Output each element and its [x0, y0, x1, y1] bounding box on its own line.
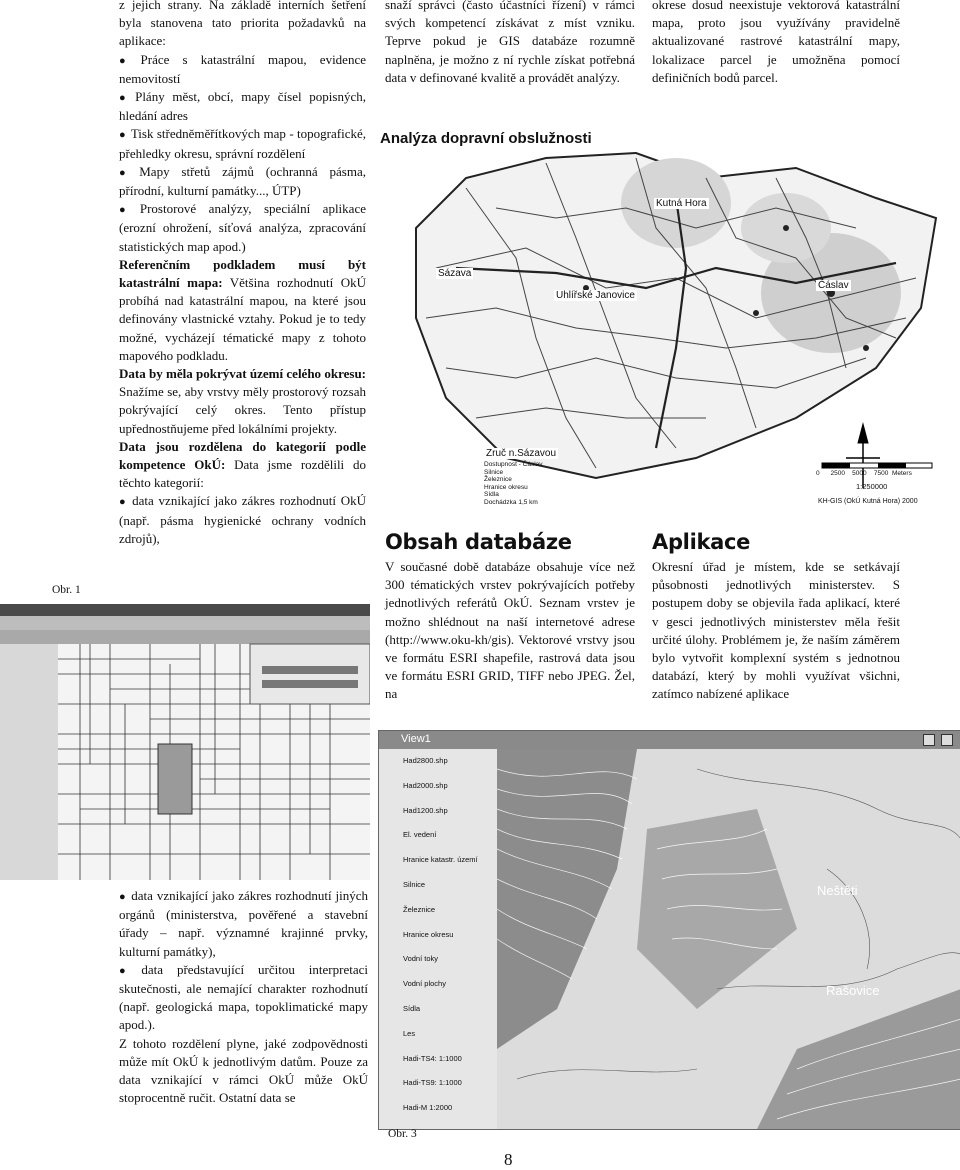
scale-tick: Meters: [891, 470, 912, 477]
layer-item: Vodní plochy: [403, 979, 446, 989]
scale-bar-ticks: [816, 470, 912, 477]
scale-tick: 2500: [830, 470, 845, 477]
bold-lead: Data jsou rozdělena do kategorií podle kompetence OkÚ:: [119, 438, 366, 473]
paragraph: z jejich strany. Na základě interních šetření byla stanovena tato priorita požadavků na aplikace:: [119, 0, 366, 49]
layer-item: Sídla: [403, 1003, 421, 1013]
legend-item: Dostupnost - Čáslav: [484, 461, 543, 468]
layer-item: Les: [403, 1028, 416, 1038]
scale-ratio: 1:250000: [856, 482, 888, 491]
layer-item: Had2800.shp: [403, 756, 448, 765]
layer-item: Hadi-M 1:2000: [403, 1103, 453, 1113]
layer-item: Had2000.shp: [403, 780, 448, 790]
layer-item: Hranice okresu: [403, 929, 454, 939]
place-label: Neštěti: [817, 883, 858, 898]
layer-item: Hadi-TS9: 1:1000: [403, 1078, 462, 1088]
scale-tick: 5000: [852, 470, 867, 477]
window-title: View1: [401, 733, 431, 745]
figure-3-arcview-window: [378, 730, 960, 1130]
column-3-top-text: [652, 0, 900, 87]
list-item: ● Práce s katastrální mapou, evidence nemovitostí: [119, 51, 366, 88]
town-label: Uhlířské Janovice: [556, 290, 635, 301]
layer-item: Vodní toky: [403, 954, 439, 964]
paragraph-text: Data jsme rozdělili do těchto kategorií:: [119, 457, 366, 491]
road-network-map: [376, 118, 944, 514]
column-1-text: [119, 0, 366, 548]
town-label: Sázava: [438, 268, 472, 279]
list-item: ● Prostorové analýzy, speciální aplikace (erozní ohrožení, síťová analýza, zpracování statistických map apod.): [119, 200, 366, 256]
section-obsah-text: [385, 558, 635, 704]
legend-item: Silnice: [484, 468, 504, 476]
layer-item: Železnice: [403, 904, 436, 914]
list-item: ● data vznikající jako zákres rozhodnutí OkÚ (např. pásma hygienické ochrany vodních zdrojů),: [119, 492, 366, 548]
paragraph: snaží správci (často účastníci řízení) v rámci svých kompetencí získávat z míst vzniku. Teprve pokud je GIS databáze rozumně naplněna, je možno z ní rychle získat potřebná data v definované kvalitě a provádět analýzy.: [385, 0, 635, 85]
town-label: Zruč n.Sázavou: [486, 448, 557, 459]
section-aplikace-text: [652, 558, 900, 704]
column-1b-text: [119, 887, 368, 1107]
figure-1-label: Obr. 1: [52, 584, 81, 596]
section-heading-obsah: Obsah databáze: [385, 530, 572, 554]
paragraph-text: Většina rozhodnutí OkÚ probíhá nad katastrální mapou, na které jsou definovány vlastnické vztahy. Pokud je to tedy možné, vycházejí tématické mapy z tohoto mapového podkladu.: [119, 275, 367, 363]
scale-tick: 7500: [873, 470, 889, 477]
list-item: ● Mapy střetů zájmů (ochranná pásma, přírodní, kulturní památky..., ÚTP): [119, 163, 366, 200]
list-item: ● data představující určitou interpretaci skutečnosti, ale nemající charakter rozhodnutí (např. geologická mapa, topoklimatické mapy apod.).: [119, 961, 368, 1035]
list-item: ● Plány měst, obcí, mapy čísel popisných, hledání adres: [119, 88, 366, 125]
paragraph: Okresní úřad je místem, kde se setkávají působnosti jednotlivých ministerstev. S postupem doby se objevila řada aplikací, které v gesci jednotlivých ministerstev měla řešit určité úlohy. Problémem je, že naším záměrem bylo vytvořit komplexní systém s jednotnou databází, který by mohli využívat všichni, zatímco nabízené aplikace: [652, 559, 900, 702]
page-number: 8: [504, 1150, 513, 1169]
map-credit: KH-GIS (OkÚ Kutná Hora) 2000: [818, 498, 918, 505]
paragraph: okrese dosud neexistuje vektorová katastrální mapa, proto jsou využívány pravidelně aktualizované rastrové katastrální mapy, lokalizace parcel je umožněna pomocí definičních bodů parcel.: [652, 0, 900, 85]
column-2-top-text: [385, 0, 635, 87]
map-legend: [484, 461, 543, 507]
layer-item: Had1200.shp: [403, 805, 448, 815]
figure-3-label: Obr. 3: [388, 1128, 417, 1140]
figure-2-accessibility-map: [376, 118, 944, 514]
bold-lead: Referenčním podkladem musí být katastrální mapa:: [119, 256, 366, 291]
legend-item: Sídla: [484, 491, 499, 499]
legend-item: Dochádzka 1,5 km: [484, 498, 538, 506]
layer-item: Hadi-TS4: 1:1000: [403, 1053, 462, 1063]
paragraph: [119, 256, 366, 365]
figure-1-cadastral-screenshot: [0, 604, 370, 880]
cadastral-map-image: [0, 604, 370, 880]
bold-lead: Data by měla pokrývat území celého okresu:: [119, 366, 366, 382]
layer-item: Silnice: [403, 879, 426, 889]
figure-2-title: Analýza dopravní obslužnosti: [380, 130, 592, 147]
layer-item: Hranice katastr. území: [403, 855, 478, 865]
layer-item: El. vedení: [403, 830, 437, 840]
paragraph: [119, 438, 366, 493]
list-item: ● data vznikající jako zákres rozhodnutí jiných orgánů (ministerstva, pověřené a stavební úřady – např. významné krajinné prvky, kulturní památky),: [119, 887, 368, 961]
legend-item: Železnice: [484, 476, 512, 484]
contour-map: [497, 749, 960, 1129]
close-icon: [941, 734, 953, 746]
list-item: ● Tisk středněměřítkových map - topografické, přehledky okresu, správní rozdělení: [119, 125, 366, 162]
layer-table-of-contents: [379, 749, 497, 1129]
paragraph-text: Snažíme se, aby vrstvy měly prostorový rozsah pokrývající celý okres. Tento přístup upřednostňujeme před lokálními projekty.: [119, 384, 366, 436]
paragraph: Z tohoto rozdělení plyne, jaké zodpovědnosti může mít OkÚ k jednotlivým datům. Pouze za data vznikající v rámci OkÚ může OkÚ stoprocentně ručit. Ostatní data se: [119, 1035, 368, 1106]
town-label: Kutná Hora: [656, 198, 707, 209]
section-heading-aplikace: Aplikace: [652, 530, 751, 554]
town-label: Čáslav: [818, 280, 849, 291]
legend-item: Hranice okresu: [484, 483, 528, 491]
paragraph: V současné době databáze obsahuje více než 300 tématických vrstev pokrývajících potřeby jednotlivých referátů OkÚ. Seznam vrstev je možno shlédnout na naší internetové adrese (http://www.oku-kh/gis). Vektorové vrstvy jsou ve formátu ESRI shapefile, rastrová data jsou ve formátu ESRI GRID, TIFF nebo JPEG. Žel, na: [385, 559, 635, 702]
scale-tick: 0: [816, 470, 820, 477]
window-titlebar: [379, 731, 960, 749]
minimize-icon: [923, 734, 935, 746]
place-label: Rašovice: [826, 983, 880, 998]
paragraph: [119, 365, 366, 438]
